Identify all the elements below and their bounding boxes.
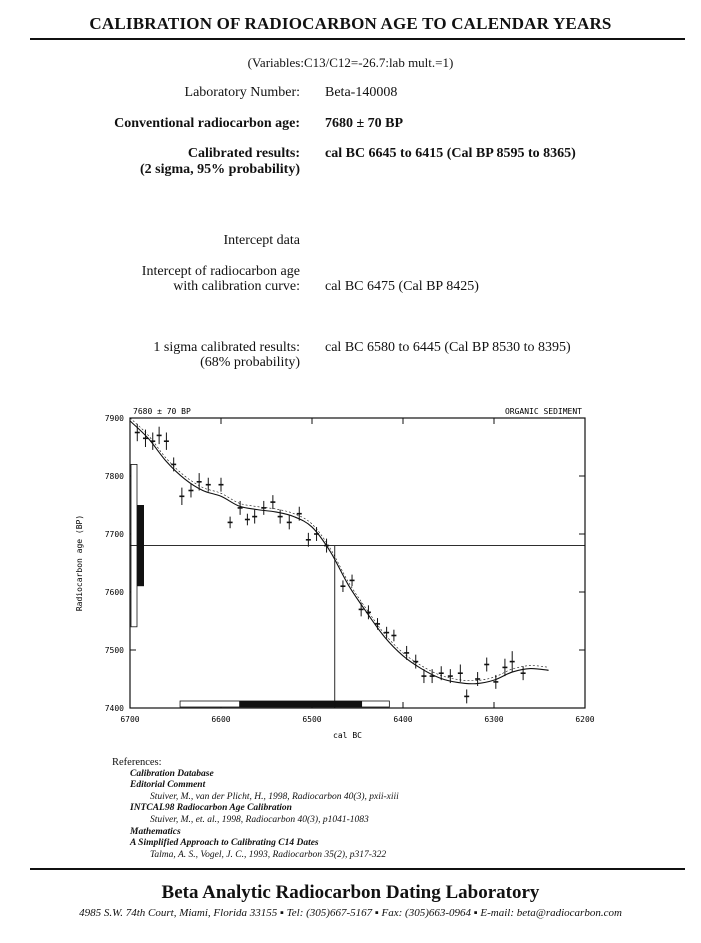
footer-rule	[30, 868, 685, 870]
calibrated-value: cal BC 6645 to 6415 (Cal BP 8595 to 8365)	[325, 146, 576, 161]
y-tick-label: 7400	[104, 704, 124, 713]
y-tick-label: 7700	[104, 530, 124, 539]
y-tick-label: 7500	[104, 646, 124, 655]
x-tick-label: 6500	[302, 715, 322, 724]
one-sigma-cal-bar	[239, 701, 362, 707]
y-axis-label: Radiocarbon age (BP)	[75, 514, 84, 612]
lab-name: Beta Analytic Radiocarbon Dating Laboratory	[161, 882, 540, 903]
variables-line: (Variables:C13/C12=-26.7:lab mult.=1)	[247, 55, 454, 70]
references-heading: References:	[112, 757, 162, 768]
y-tick-label: 7900	[104, 414, 124, 423]
calibration-curve	[130, 421, 549, 684]
x-tick-label: 6200	[575, 715, 595, 724]
sigma1-sub-label: (68% probability)	[200, 355, 300, 370]
sigma1-label: 1 sigma calibrated results:	[153, 340, 300, 355]
calibrated-sub-label: (2 sigma, 95% probability)	[140, 162, 300, 177]
x-tick-label: 6700	[120, 715, 140, 724]
y-tick-label: 7600	[104, 588, 124, 597]
x-tick-label: 6300	[484, 715, 504, 724]
intercept-label-2: with calibration curve:	[173, 279, 300, 294]
sample-age-label: 7680 ± 70 BP	[133, 407, 191, 416]
x-tick-label: 6400	[393, 715, 413, 724]
x-tick-label: 6600	[211, 715, 231, 724]
x-axis-label: cal BC	[333, 731, 362, 740]
calibrated-label: Calibrated results:	[187, 146, 300, 161]
intercept-label-1: Intercept of radiocarbon age	[141, 264, 300, 279]
intercept-value: cal BC 6475 (Cal BP 8425)	[325, 279, 479, 294]
reference-citation: Talma, A. S., Vogel, J. C., 1993, Radiocarbon 35(2), p317-322	[150, 849, 387, 860]
reference-title: Mathematics	[130, 826, 181, 837]
reference-title: INTCAL98 Radiocarbon Age Calibration	[130, 803, 292, 814]
reference-citation: Stuiver, M., van der Plicht, H., 1998, Radiocarbon 40(3), pxii-xiii	[150, 791, 399, 802]
calibration-chart	[0, 396, 701, 746]
conv-age-value: 7680 ± 70 BP	[325, 116, 404, 131]
reference-title: A Simplified Approach to Calibrating C14 Dates	[130, 838, 319, 849]
reference-citation: Stuiver, M., et. al., 1998, Radiocarbon 40(3), p1041-1083	[150, 814, 369, 825]
reference-title: Editorial Comment	[130, 780, 206, 791]
reference-title: Calibration Database	[130, 768, 214, 779]
lab-number-label: Laboratory Number:	[184, 85, 300, 100]
lab-number-value: Beta-140008	[325, 85, 398, 100]
sigma1-value: cal BC 6580 to 6445 (Cal BP 8530 to 8395)	[325, 340, 571, 355]
intercept-data-label: Intercept data	[223, 233, 300, 248]
page-title: CALIBRATION OF RADIOCARBON AGE TO CALENDAR YEARS	[89, 14, 612, 33]
conv-age-label: Conventional radiocarbon age:	[114, 116, 300, 131]
y-tick-label: 7800	[104, 472, 124, 481]
calibration-curve-upper	[130, 418, 549, 681]
sample-type-label: ORGANIC SEDIMENT	[504, 407, 582, 416]
lab-address: 4985 S.W. 74th Court, Miami, Florida 33155 ▪ Tel: (305)667-5167 ▪ Fax: (305)663-0964 ▪ E-mail: beta@radiocarbon.com	[79, 907, 622, 919]
plot-frame	[130, 418, 585, 708]
header-rule	[30, 38, 685, 40]
references	[112, 757, 632, 861]
